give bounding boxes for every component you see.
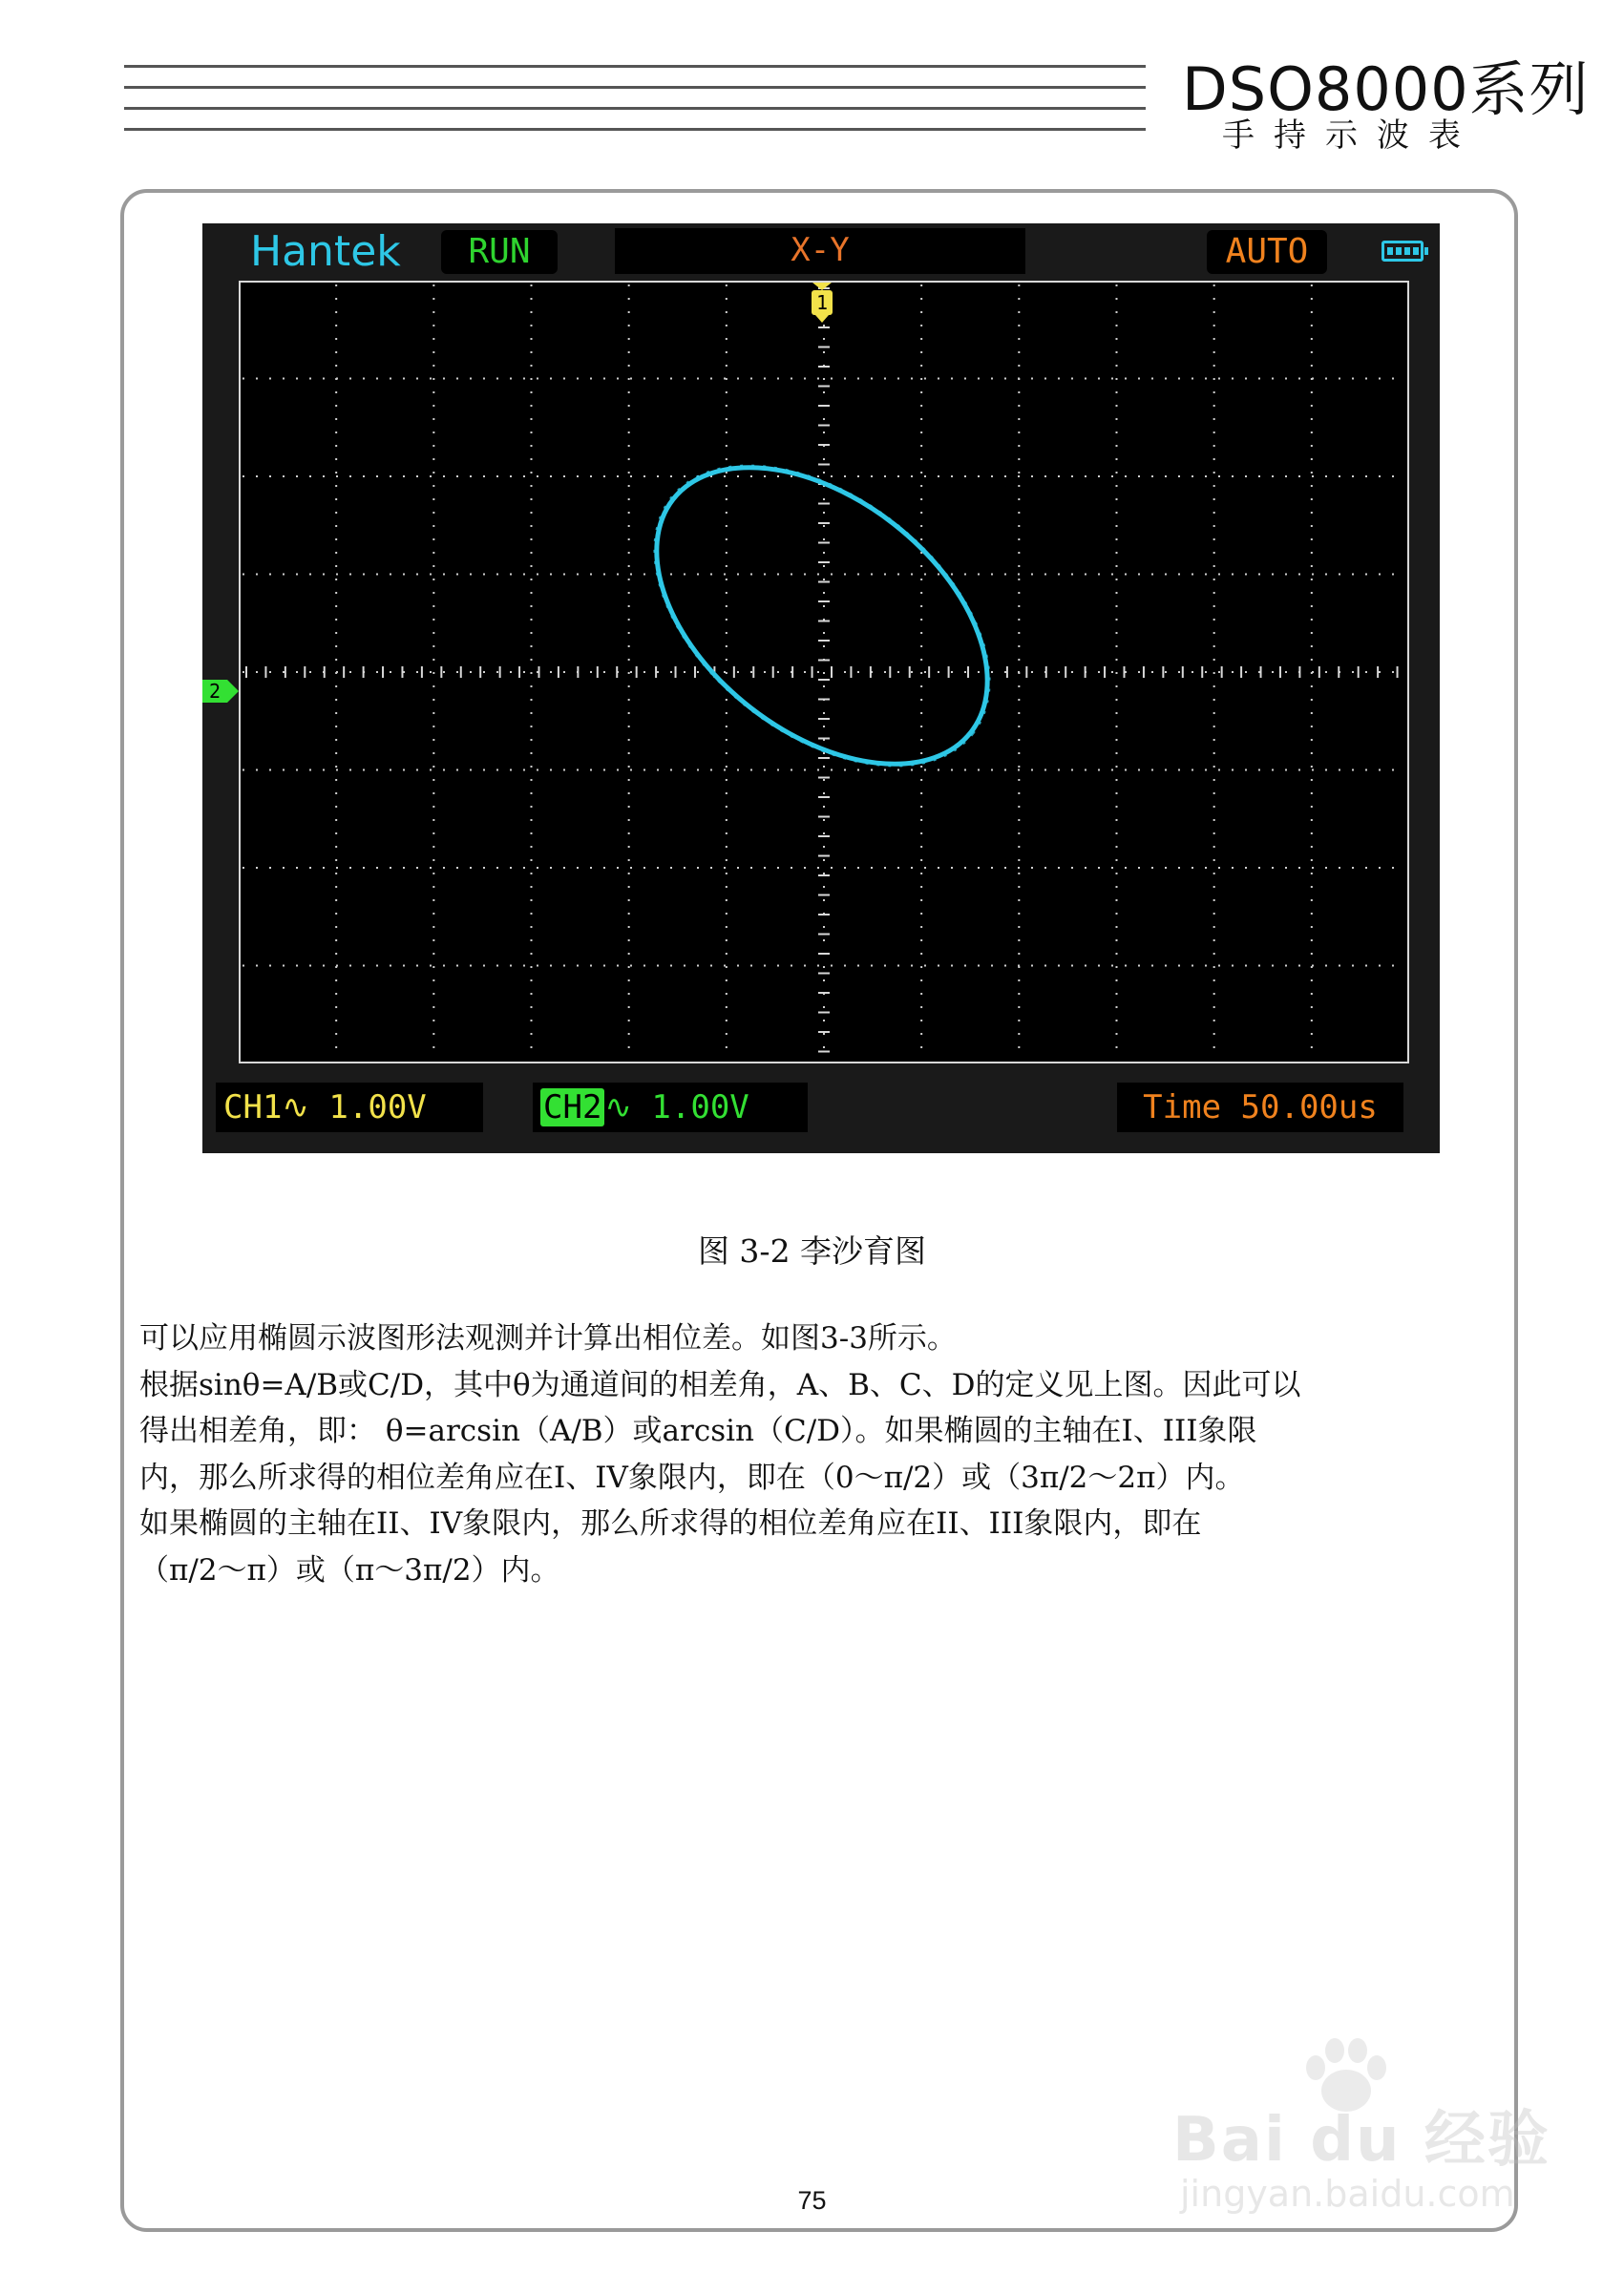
trigger-mode-badge: AUTO	[1207, 230, 1327, 274]
series-subtitle: 手持示波表	[1222, 116, 1480, 155]
waveform-display	[239, 281, 1409, 1063]
ch1-label: CH1	[223, 1088, 283, 1126]
page-number: 75	[797, 2186, 827, 2215]
ch2-status	[533, 1083, 808, 1132]
ac-coupling-icon: ∿	[282, 1088, 309, 1126]
watermark-text: Bai du 经验	[1172, 2105, 1550, 2176]
ch1-scale: 1.00V	[328, 1088, 427, 1126]
ac-coupling-icon: ∿	[604, 1088, 632, 1126]
body-paragraph	[139, 1315, 1514, 1593]
waveform-grid	[239, 281, 1409, 1063]
ch2-label: CH2	[540, 1088, 604, 1126]
timebase-status	[1117, 1083, 1403, 1132]
time-scale: 50.00us	[1240, 1088, 1378, 1126]
watermark-url: jingyan.baidu.com	[1180, 2173, 1515, 2215]
display-mode-label: X-Y	[615, 228, 1025, 274]
body-line: 根据sinθ=A/B或C/D，其中θ为通道间的相差角，A、B、C、D的定义见上图。因此可以	[139, 1367, 1301, 1402]
brand-logo: Hantek	[250, 227, 401, 276]
series-title: DSO8000系列	[1182, 54, 1590, 124]
body-line: 如果椭圆的主轴在II、IV象限内，那么所求得的相位差角应在II、III象限内，即在	[139, 1506, 1202, 1541]
header-rule-lines	[124, 65, 1146, 137]
baidu-watermark	[1155, 2052, 1556, 2234]
svg-text:1: 1	[815, 291, 829, 314]
body-line: 内，那么所求得的相位差角应在I、IV象限内，即在（0～π/2）或（3π/2～2π）内。	[139, 1460, 1245, 1495]
body-line: 可以应用椭圆示波图形法观测并计算出相位差。如图3-3所示。	[139, 1321, 957, 1356]
svg-text:2: 2	[208, 680, 221, 703]
run-state-badge: RUN	[441, 230, 558, 274]
ch2-position-marker	[202, 672, 241, 710]
figure-caption: 图 3-2 李沙育图	[697, 1232, 927, 1270]
body-line: （π/2～π）或（π～3π/2）内。	[139, 1552, 560, 1588]
battery-icon	[1381, 241, 1424, 262]
oscilloscope-screen	[202, 223, 1440, 1153]
ch1-status	[216, 1083, 483, 1132]
body-line: 得出相差角，即： θ=arcsin（A/B）或arcsin（C/D）。如果椭圆的主轴在I、III象限	[139, 1414, 1257, 1448]
time-label: Time	[1143, 1088, 1222, 1126]
ch2-scale: 1.00V	[651, 1088, 749, 1126]
